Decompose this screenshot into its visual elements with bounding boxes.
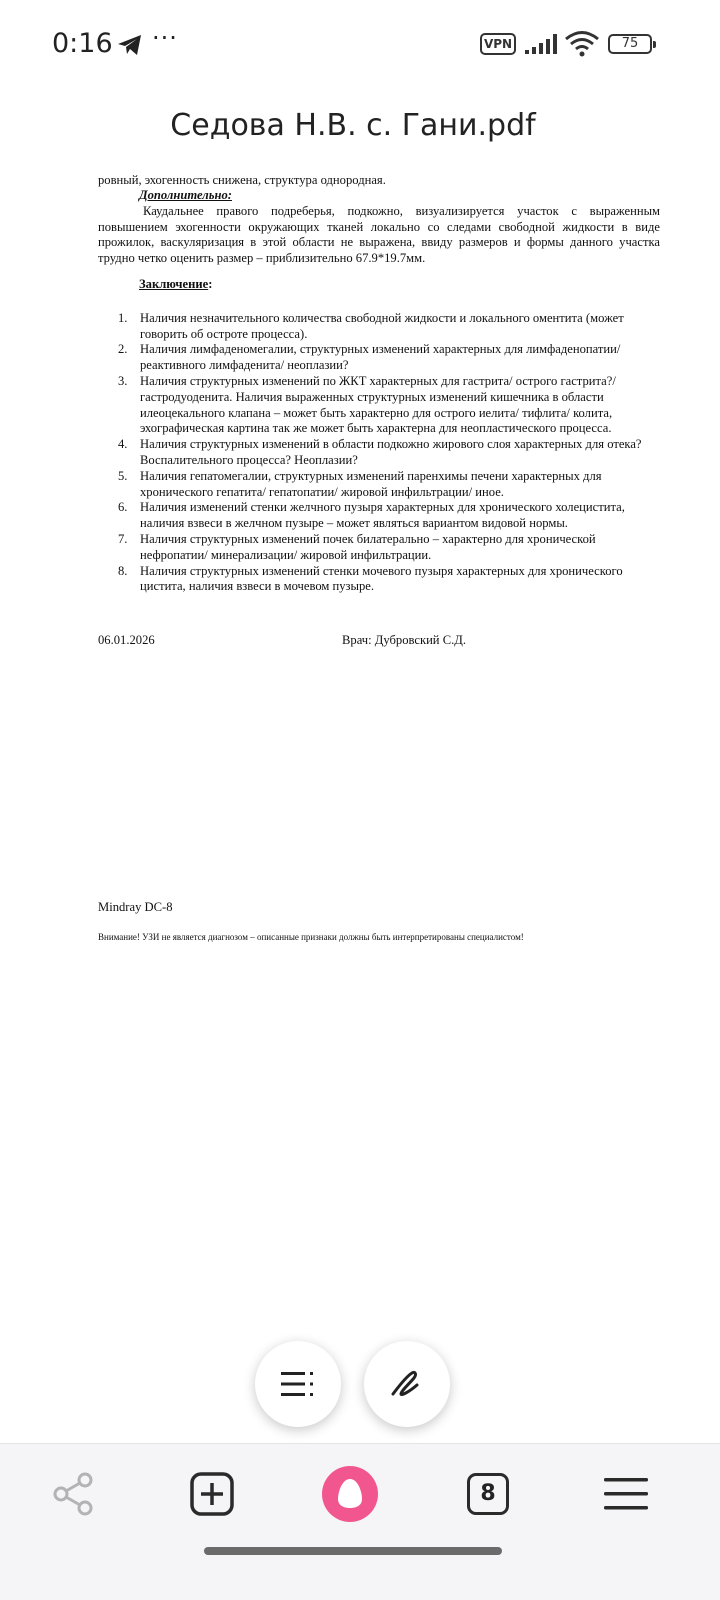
list-item-number: 1.	[118, 310, 128, 325]
alice-assistant-button[interactable]	[320, 1466, 380, 1522]
share-button[interactable]	[44, 1466, 104, 1522]
status-time: 0:16	[52, 28, 113, 59]
list-item-text: Наличия лимфаденомегалии, структурных изменений характерных для лимфаденопатии/ реактивного лимфаденита/ неоплазии?	[140, 342, 621, 373]
conclusion-list	[98, 311, 660, 595]
new-tab-button[interactable]	[182, 1466, 242, 1522]
list-item-text: Наличия гепатомегалии, структурных изменений паренхимы печени характерных для хронического гепатита/ гепатопатии/ жировой инфильтрации/ иное.	[140, 468, 602, 499]
device-name: Mindray DC-8	[98, 900, 173, 914]
draw-button[interactable]	[364, 1341, 450, 1427]
list-item	[98, 500, 660, 532]
list-item-text: Наличия изменений стенки желчного пузыря характерных для хронического холецистита, наличия взвеси в желчном пузыре – может являться вариантом видовой нормы.	[140, 500, 625, 531]
conclusion-heading-text: Заключение	[139, 276, 209, 291]
list-item-text: Наличия структурных изменений стенки мочевого пузыря характерных для хронического цистита, наличия взвеси в мочевом пузыре.	[140, 563, 623, 594]
doctor-name: Врач: Дубровский С.Д.	[342, 633, 466, 648]
conclusion-heading-colon: :	[208, 276, 213, 291]
tabs-count: 8	[467, 1473, 509, 1515]
list-item-text: Наличия структурных изменений по ЖКТ характерных для гастрита/ острого гастрита?/ гастродуоденита. Наличия выраженных структурных изменений кишечника в области илеоцекального клапана – может быть характерно для острого иелита/ тифлита/ колита, эхографическая картина так же может быть характерна для неопластического процесса.	[140, 373, 616, 436]
more-notifications-icon: ···	[152, 24, 178, 52]
list-item	[98, 469, 660, 501]
list-item	[98, 374, 660, 437]
list-item-text: Наличия незначительного количества свободной жидкости и локального оментита (может говорить об остроте процесса).	[140, 310, 624, 341]
list-item	[98, 311, 660, 343]
battery-indicator: 75	[608, 34, 652, 54]
additional-heading: Дополнительно:	[139, 188, 232, 202]
conclusion-heading	[139, 277, 660, 293]
plus-square-icon	[189, 1471, 235, 1517]
signal-icon	[524, 33, 558, 55]
disclaimer-text: Внимание! УЗИ не является диагнозом – описанные признаки должны быть интерпретированы специалистом!	[98, 932, 524, 942]
list-item	[98, 437, 660, 469]
signature-row	[98, 633, 660, 649]
list-item	[98, 532, 660, 564]
list-item-number: 4.	[118, 437, 128, 452]
list-item-number: 8.	[118, 563, 128, 578]
list-item-text: Наличия структурных изменений в области подкожно жирового слоя характерных для отека? Воспалительного процесса? Неоплазии?	[140, 437, 642, 467]
status-bar	[0, 0, 720, 90]
pdf-page	[98, 166, 660, 942]
bottom-navigation	[0, 1443, 720, 1600]
list-item-number: 3.	[118, 373, 128, 388]
list-item	[98, 564, 660, 596]
tabs-button[interactable]	[458, 1466, 518, 1522]
document-title: Седова Н.В. с. Гани.pdf	[170, 108, 536, 143]
telegram-icon	[116, 32, 144, 58]
pdf-cut-line	[98, 166, 660, 188]
alice-icon	[321, 1465, 379, 1523]
pdf-cut-line-text: ровный, эхогенность снижена, структура однородная.	[98, 173, 386, 187]
share-icon	[51, 1471, 97, 1517]
wifi-icon	[564, 30, 600, 58]
list-item	[98, 342, 660, 374]
home-indicator[interactable]	[204, 1547, 502, 1555]
menu-icon	[602, 1475, 650, 1513]
additional-paragraph: Каудальнее правого подреберья, подкожно, визуализируется участок с выраженным повышением эхогенности окружающих тканей локально со следами свободной жидкости в виде прожилок, васкуляризация в этой области не выражена, ввиду размеров и формы данного участка трудно четко оценить размер – приблизительно 67.9*19.7мм.	[98, 203, 660, 266]
pen-icon	[389, 1368, 425, 1400]
menu-button[interactable]	[596, 1466, 656, 1522]
list-item-number: 6.	[118, 500, 128, 515]
list-icon	[279, 1369, 317, 1399]
table-of-contents-button[interactable]	[255, 1341, 341, 1427]
report-date: 06.01.2026	[98, 633, 155, 648]
vpn-badge: VPN	[480, 33, 516, 55]
list-item-text: Наличия структурных изменений почек билатерально – характерно для хронической нефропатии/ минерализации/ жировой инфильтрации.	[140, 531, 596, 562]
list-item-number: 7.	[118, 531, 128, 546]
list-item-number: 2.	[118, 342, 128, 357]
list-item-number: 5.	[118, 468, 128, 483]
